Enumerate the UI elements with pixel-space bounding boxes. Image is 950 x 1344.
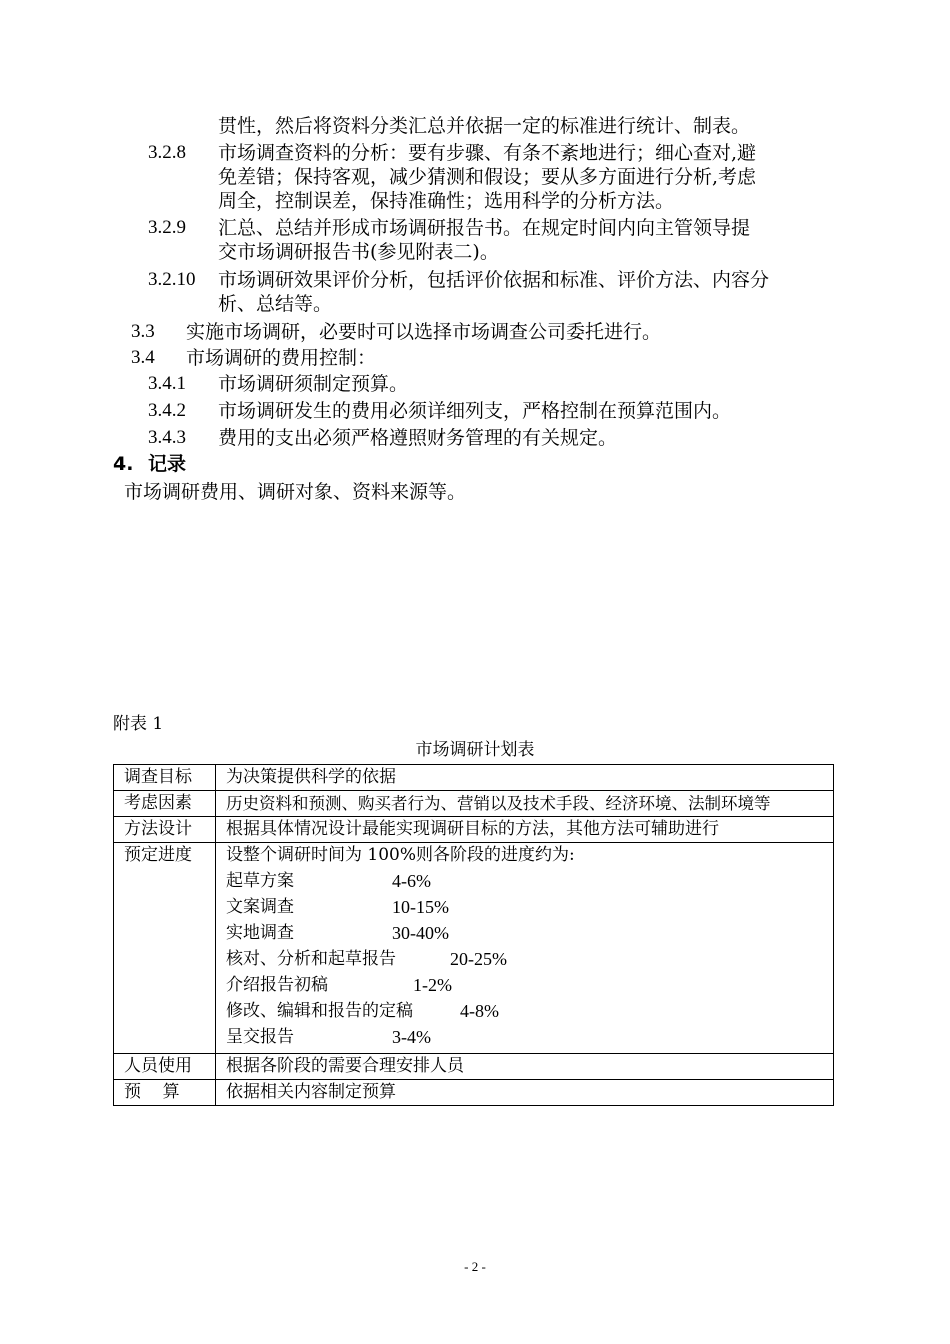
section-3-4-text: 市场调研的费用控制： [186, 347, 377, 369]
row-content: 为决策提供科学的依据 [216, 765, 834, 791]
item-number: 3.2.9 [148, 217, 186, 238]
stage-row [226, 896, 829, 922]
item-3-2-8-line-1: 市场调查资料的分析：要有步骤、有条不紊地进行；细心查对,避 [218, 142, 757, 164]
row-content: 依据相关内容制定预算 [216, 1080, 834, 1106]
row-content: 根据具体情况设计最能实现调研目标的方法，其他方法可辅助进行 [216, 817, 834, 843]
row-label: 预定进度 [114, 843, 216, 1054]
item-3-2-9-line-2: 交市场调研报告书(参见附表二)。 [218, 241, 499, 263]
stage-name: 实地调查 [226, 923, 294, 943]
stage-percent: 3-4% [392, 1027, 431, 1047]
row-label: 方法设计 [114, 817, 216, 843]
stage-row [226, 1000, 829, 1026]
item-number: 3.2.8 [148, 142, 186, 163]
item-number: 3.4.2 [148, 400, 186, 421]
stage-percent: 30-40% [392, 923, 449, 943]
table-row [114, 791, 834, 817]
table-row [114, 843, 834, 1054]
row-label: 预 算 [114, 1080, 216, 1106]
stage-percent: 4-6% [392, 871, 431, 891]
stage-row [226, 922, 829, 948]
stage-name: 介绍报告初稿 [226, 975, 328, 995]
schedule-cell [216, 843, 834, 1054]
row-content: 历史资料和预测、购买者行为、营销以及技术手段、经济环境、法制环境等 [216, 791, 834, 817]
stage-percent: 20-25% [450, 949, 507, 969]
item-3-4-3-text: 费用的支出必须严格遵照财务管理的有关规定。 [218, 427, 618, 449]
table-row [114, 1080, 834, 1106]
section-number: 3.3 [131, 321, 155, 342]
row-label: 调查目标 [114, 765, 216, 791]
stage-percent: 1-2% [413, 975, 452, 995]
plan-table [113, 764, 834, 1106]
stage-name: 文案调查 [226, 897, 294, 917]
appendix-label: 附表 1 [113, 714, 164, 734]
row-label: 考虑因素 [114, 791, 216, 817]
records-text: 市场调研费用、调研对象、资料来源等。 [124, 481, 467, 503]
stage-row [226, 948, 829, 974]
stage-name: 核对、分析和起草报告 [226, 949, 396, 969]
records-heading-number: 4. [113, 453, 134, 475]
section-number: 3.4 [131, 347, 155, 368]
stage-row [226, 870, 829, 896]
item-3-2-7-line-1: 贯性，然后将资料分类汇总并依据一定的标准进行统计、制表。 [218, 115, 751, 137]
records-heading: 记录 [148, 453, 187, 475]
table-row [114, 1054, 834, 1080]
schedule-intro: 设整个调研时间为 100%则各阶段的进度约为: [226, 845, 575, 865]
item-number: 3.4.1 [148, 373, 186, 394]
stage-percent: 10-15% [392, 897, 449, 917]
stage-row [226, 974, 829, 1000]
item-number: 3.4.3 [148, 427, 186, 448]
stage-percent: 4-8% [460, 1001, 499, 1021]
table-row [114, 765, 834, 791]
table-row [114, 817, 834, 843]
stage-name: 起草方案 [226, 871, 294, 891]
item-3-2-10-line-1: 市场调研效果评价分析，包括评价依据和标准、评价方法、内容分 [218, 269, 770, 291]
item-3-2-8-line-3: 周全，控制误差，保持准确性；选用科学的分析方法。 [218, 190, 675, 212]
table-title: 市场调研计划表 [415, 740, 535, 760]
item-number: 3.2.10 [148, 269, 196, 290]
page-number: - 2 - [464, 1259, 486, 1274]
item-3-2-9-line-1: 汇总、总结并形成市场调研报告书。在规定时间内向主管领导提 [218, 217, 751, 239]
item-3-4-1-text: 市场调研须制定预算。 [218, 373, 409, 395]
item-3-4-2-text: 市场调研发生的费用必须详细列支，严格控制在预算范围内。 [218, 400, 732, 422]
section-3-3-text: 实施市场调研，必要时可以选择市场调查公司委托进行。 [186, 321, 662, 343]
row-content: 根据各阶段的需要合理安排人员 [216, 1054, 834, 1080]
row-label: 人员使用 [114, 1054, 216, 1080]
item-3-2-8-line-2: 免差错；保持客观，减少猜测和假设；要从多方面进行分析,考虑 [218, 166, 757, 188]
stage-name: 呈交报告 [226, 1027, 294, 1047]
item-3-2-10-line-2: 析、总结等。 [218, 293, 333, 315]
stage-row [226, 1026, 829, 1052]
stage-name: 修改、编辑和报告的定稿 [226, 1001, 413, 1021]
